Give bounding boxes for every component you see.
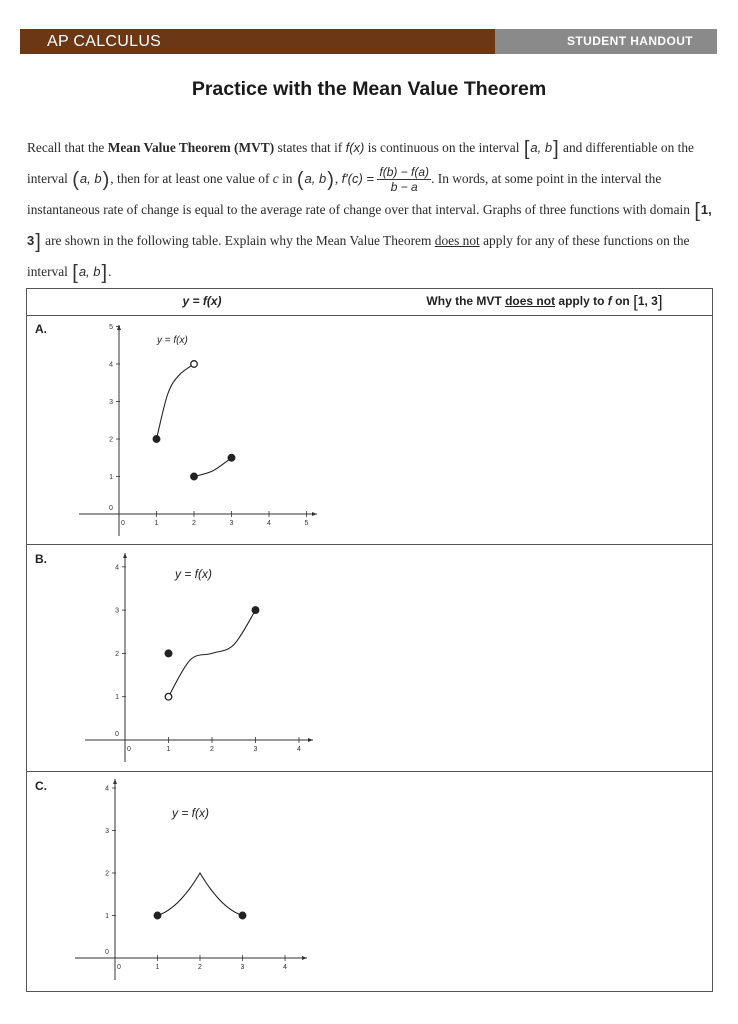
x-tick-label: 3 [229, 520, 234, 527]
function-curve [157, 364, 195, 439]
y-tick-label: 1 [105, 913, 109, 920]
open-endpoint [191, 361, 198, 368]
x-tick-label: 4 [267, 520, 271, 527]
header-banner [20, 29, 717, 54]
x-axis-arrow [302, 956, 307, 960]
intro-paragraph: Recall that the Mean Value Theorem (MVT) states that if f(x) is continuous on the interval [a, b] and differentiable on the interval (a, b), then for at least one value of c in (a, b), f′(c) = $\frac{f(b) - f(a)}{b - a}$ . In words, at some point in the interval the instantaneous rate of change is equal to the average rate of change over that interval. Graphs of three functions with domain [1, 3] are shown in the following table. Explain why the Mean Value Theorem does not apply for any of these functions on the interval [a, b]. [27, 138, 712, 284]
x-tick-label: 1 [154, 520, 159, 527]
x-tick-label: 1 [166, 746, 171, 753]
y-axis-arrow [117, 325, 121, 330]
x-tick-label: 2 [210, 746, 214, 753]
y-tick-label: 0 [115, 731, 119, 738]
x-tick-label: 1 [155, 964, 160, 971]
course-name: AP CALCULUS [20, 29, 495, 54]
row-label-a: A. [35, 322, 47, 336]
x-tick-label: 0 [117, 964, 121, 971]
column-header-graph: y = f(x) [182, 294, 222, 308]
y-tick-label: 3 [105, 828, 109, 835]
column-header-explanation: Why the MVT does not apply to f on [1, 3] [426, 292, 663, 311]
y-tick-label: 4 [115, 564, 119, 572]
y-tick-label: 4 [109, 361, 113, 369]
x-tick-label: 3 [240, 964, 245, 971]
closed-endpoint [153, 436, 160, 443]
graph-a [27, 315, 357, 545]
closed-endpoint [228, 454, 235, 461]
table-row [27, 315, 712, 545]
closed-endpoint [252, 607, 259, 614]
function-curve [169, 610, 256, 697]
table-row [27, 772, 712, 991]
y-tick-label: 1 [109, 474, 113, 481]
mvt-table [26, 288, 713, 992]
row-label-b: B. [35, 552, 47, 566]
graph-c [27, 772, 357, 991]
graph-b [27, 545, 357, 772]
handout-label: STUDENT HANDOUT [495, 29, 717, 54]
table-header [27, 289, 712, 316]
page-title: Practice with the Mean Value Theorem [191, 78, 547, 100]
x-tick-label: 3 [253, 746, 258, 753]
y-tick-label: 4 [105, 785, 109, 793]
y-tick-label: 2 [105, 870, 109, 878]
y-tick-label: 2 [109, 436, 113, 444]
x-axis-arrow [312, 512, 317, 516]
mvt-fraction: $\frac{f(b) - f(a)}{b - a}$ [379, 165, 430, 195]
x-tick-label: 5 [304, 520, 309, 527]
y-axis-arrow [113, 779, 117, 784]
closed-endpoint [191, 473, 198, 480]
function-curve [158, 873, 243, 916]
y-tick-label: 5 [109, 324, 113, 331]
x-tick-label: 4 [283, 964, 287, 971]
closed-endpoint [154, 912, 161, 919]
y-tick-label: 3 [115, 607, 119, 615]
table-row [27, 545, 712, 772]
x-tick-label: 2 [192, 520, 196, 527]
y-tick-label: 0 [105, 949, 109, 956]
y-tick-label: 3 [109, 399, 113, 406]
function-curve [194, 458, 232, 477]
function-label: y = f(x) [175, 567, 213, 581]
x-tick-label: 2 [198, 964, 202, 971]
x-tick-label: 0 [121, 520, 125, 527]
y-tick-label: 1 [115, 694, 119, 702]
x-tick-label: 0 [127, 746, 131, 753]
y-tick-label: 0 [109, 505, 113, 512]
y-axis-arrow [123, 553, 127, 558]
closed-endpoint [239, 912, 246, 919]
y-tick-label: 2 [115, 650, 119, 658]
function-label: y = f(x) [157, 335, 188, 346]
isolated-point [165, 650, 172, 657]
x-axis-arrow [308, 738, 313, 742]
open-endpoint [165, 693, 172, 700]
function-label: y = f(x) [172, 806, 210, 820]
x-tick-label: 4 [297, 746, 301, 753]
row-label-c: C. [35, 779, 47, 793]
